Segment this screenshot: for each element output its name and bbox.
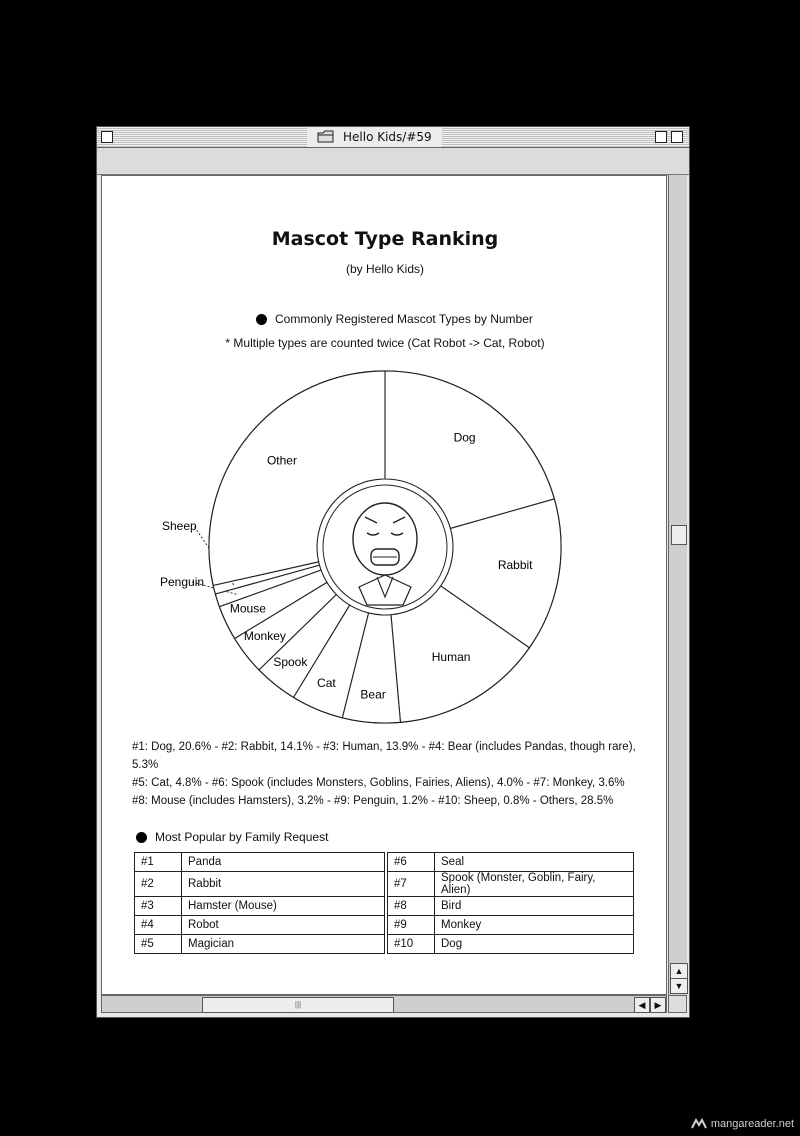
slice-label: Bear: [360, 687, 386, 702]
name-a: Magician: [182, 935, 385, 954]
slice-label: Spook: [273, 654, 308, 669]
page-subtitle: (by Hello Kids): [345, 262, 425, 276]
horizontal-scroll-thumb[interactable]: |||: [202, 997, 394, 1013]
table-heading-text: Most Popular by Family Request: [155, 830, 329, 844]
logo-icon: [691, 1118, 707, 1130]
close-box-icon[interactable]: [101, 131, 113, 143]
watermark-text: mangareader.net: [710, 1118, 794, 1130]
rank-a: #4: [135, 916, 182, 935]
slice-label: Human: [431, 650, 471, 665]
rank-b: #10: [388, 935, 435, 954]
slice-label: Cat: [317, 676, 336, 691]
rank-b: #6: [388, 853, 435, 872]
collapse-box-icon[interactable]: [671, 131, 683, 143]
app-window: [96, 126, 690, 1018]
name-a: Hamster (Mouse): [182, 897, 385, 916]
rank-a: #3: [135, 897, 182, 916]
name-a: Rabbit: [182, 872, 385, 897]
slice-label: Mouse: [229, 601, 266, 616]
rank-b: #8: [388, 897, 435, 916]
ranking-table: [134, 852, 634, 954]
chart-note: * Multiple types are counted twice (Cat Robot -> Cat, Robot): [225, 336, 545, 350]
table-row: [135, 935, 634, 954]
toolbar: [97, 148, 689, 175]
slice-label: Dog: [453, 430, 476, 445]
rank-a: #2: [135, 872, 182, 897]
slice-label: Sheep: [162, 519, 197, 533]
table-row: [135, 916, 634, 935]
name-b: Spook (Monster, Goblin, Fairy, Alien): [435, 872, 634, 897]
name-b: Monkey: [435, 916, 634, 935]
name-b: Dog: [435, 935, 634, 954]
document-content: [101, 175, 667, 995]
page-title: Mascot Type Ranking: [271, 228, 499, 250]
stats-text: [132, 738, 652, 810]
rank-a: #5: [135, 935, 182, 954]
horizontal-scrollbar[interactable]: [101, 995, 667, 1013]
zoom-box-icon[interactable]: [655, 131, 667, 143]
scroll-up-arrow-icon[interactable]: ▲: [670, 963, 688, 979]
stats-line: #8: Mouse (includes Hamsters), 3.2% - #9: Penguin, 1.2% - #10: Sheep, 0.8% - Others, 28.5%: [132, 795, 614, 807]
name-b: Seal: [435, 853, 634, 872]
scroll-down-arrow-icon[interactable]: ▼: [670, 978, 688, 994]
scroll-right-arrow-icon[interactable]: ▶: [650, 997, 666, 1013]
name-b: Bird: [435, 897, 634, 916]
folder-icon: [317, 130, 335, 144]
stats-line: #1: Dog, 20.6% - #2: Rabbit, 14.1% - #3: Human, 13.9% - #4: Bear (includes Pandas, though rare), 5.3%: [132, 741, 636, 771]
slice-label: Monkey: [243, 629, 286, 644]
mascot-pie-chart: [102, 176, 667, 736]
window-title: Hello Kids/#59: [343, 130, 432, 144]
table-row: [135, 872, 634, 897]
vertical-scrollbar[interactable]: [668, 175, 687, 995]
table-row: [135, 897, 634, 916]
bullet-icon: [136, 832, 147, 843]
slice-label: Rabbit: [497, 557, 533, 572]
title-area: [307, 127, 442, 147]
slice-label: Other: [266, 453, 297, 468]
slice-label: Penguin: [160, 575, 205, 589]
watermark: [691, 1118, 794, 1130]
stats-line: #5: Cat, 4.8% - #6: Spook (includes Monsters, Goblins, Fairies, Aliens), 4.0% - #7: Monkey, 3.6%: [132, 777, 625, 789]
resize-corner[interactable]: [668, 995, 687, 1013]
scroll-left-arrow-icon[interactable]: ◀: [634, 997, 650, 1013]
table-heading: [136, 830, 328, 844]
rank-b: #9: [388, 916, 435, 935]
title-bar[interactable]: [97, 127, 689, 148]
name-a: Robot: [182, 916, 385, 935]
name-a: Panda: [182, 853, 385, 872]
rank-a: #1: [135, 853, 182, 872]
table-row: [135, 853, 634, 872]
crying-character-icon: [323, 485, 447, 609]
rank-b: #7: [388, 872, 435, 897]
vertical-scroll-thumb[interactable]: [671, 525, 687, 545]
chart-heading-text: Commonly Registered Mascot Types by Number: [275, 312, 533, 326]
